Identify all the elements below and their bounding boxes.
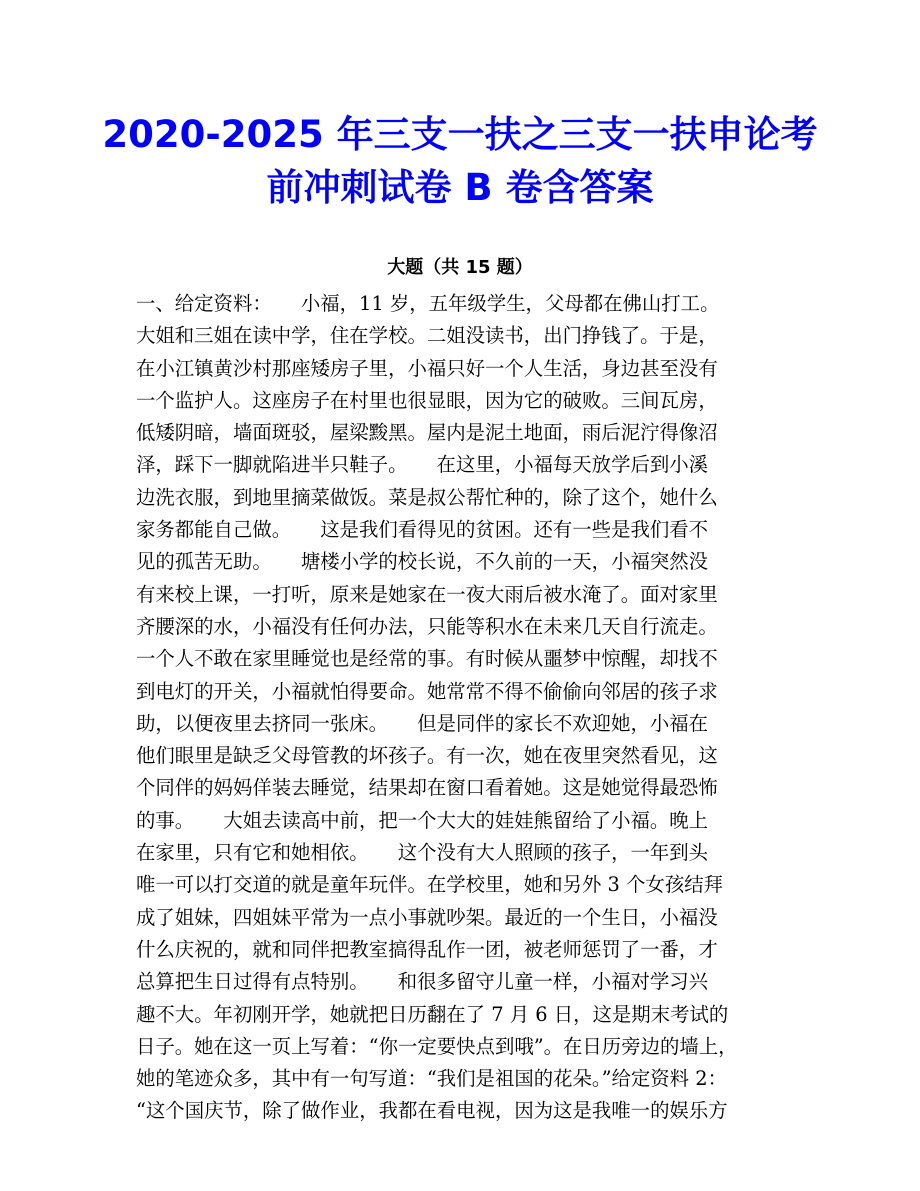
body-text-line: 到电灯的开关，小福就怕得要命。她常常不得不偷偷向邻居的孩子求 bbox=[136, 679, 718, 703]
document-title bbox=[100, 108, 820, 214]
body-text-line: 大姐和三姐在读中学，住在学校。二姐没读书，出门挣钱了。于是， bbox=[136, 324, 718, 348]
body-text-line: 一、给定资料： 小福，11 岁，五年级学生，父母都在佛山打工。 bbox=[136, 292, 720, 315]
body-text-line: 泽，踩下一脚就陷进半只鞋子。 在这里，小福每天放学后到小溪 bbox=[136, 453, 709, 477]
body-text-line: 边洗衣服，到地里摘菜做饭。菜是叔公帮忙种的，除了这个，她什么 bbox=[136, 485, 718, 509]
section-heading: 大题（共 15 题） bbox=[387, 257, 533, 278]
body-text-line: 在家里，只有它和她相依。 这个没有大人照顾的孩子，一年到头 bbox=[136, 841, 709, 865]
body-text-line: “这个国庆节，除了做作业，我都在看电视，因为这是我唯一的娱乐方 bbox=[136, 1099, 728, 1123]
body-text-line: 的事。 大姐去读高中前，把一个大大的娃娃熊留给了小福。晚上 bbox=[136, 808, 709, 832]
body-text-line: 见的孤苦无助。 塘楼小学的校长说，不久前的一天，小福突然没 bbox=[136, 550, 709, 574]
body-text-line: 她的笔迹众多，其中有一句写道：“我们是祖国的花朵。”给定资料 2： bbox=[136, 1067, 727, 1091]
body-text-line: 一个监护人。这座房子在村里也很显眼，因为它的破败。三间瓦房， bbox=[136, 388, 718, 412]
body-text-line: 一个人不敢在家里睡觉也是经常的事。有时候从噩梦中惊醒，却找不 bbox=[136, 647, 718, 671]
body-text-line: 他们眼里是缺乏父母管教的坏孩子。有一次，她在夜里突然看见，这 bbox=[136, 744, 718, 768]
body-text-line: 齐腰深的水，小福没有任何办法，只能等积水在未来几天自行流走。 bbox=[136, 614, 718, 638]
body-text-line: 有来校上课，一打听，原来是她家在一夜大雨后被水淹了。面对家里 bbox=[136, 582, 718, 606]
body-text-line: 总算把生日过得有点特别。 和很多留守儿童一样，小福对学习兴 bbox=[136, 970, 709, 994]
title-line: 前冲刺试卷 B 卷含答案 bbox=[266, 166, 654, 209]
body-text-line: 低矮阴暗，墙面斑驳，屋梁黢黑。屋内是泥土地面，雨后泥泞得像沼 bbox=[136, 421, 718, 445]
body-text-line: 趣不大。年初刚开学，她就把日历翻在了 7 月 6 日，这是期末考试的 bbox=[136, 1002, 729, 1026]
body-text-line: 家务都能自己做。 这是我们看得见的贫困。还有一些是我们看不 bbox=[136, 518, 709, 542]
body-text-line: 在小江镇黄沙村那座矮房子里，小福只好一个人生活，身边甚至没有 bbox=[136, 356, 718, 380]
question-body-text bbox=[136, 288, 786, 1128]
title-line: 2020-2025 年三支一扶之三支一扶申论考 bbox=[102, 113, 818, 156]
body-text-line: 日子。她在这一页上写着：“你一定要快点到哦”。在日历旁边的墙上， bbox=[136, 1034, 738, 1058]
body-text-line: 个同伴的妈妈佯装去睡觉，结果却在窗口看着她。这是她觉得最恐怖 bbox=[136, 776, 718, 800]
body-text-line: 成了姐妹，四姐妹平常为一点小事就吵架。最近的一个生日，小福没 bbox=[136, 905, 718, 929]
body-text-line: 助，以便夜里去挤同一张床。 但是同伴的家长不欢迎她，小福在 bbox=[136, 711, 709, 735]
body-text-line: 什么庆祝的，就和同伴把教室搞得乱作一团，被老师惩罚了一番，才 bbox=[136, 937, 718, 961]
body-text-line: 唯一可以打交道的就是童年玩伴。在学校里，她和另外 3 个女孩结拜 bbox=[136, 873, 723, 897]
